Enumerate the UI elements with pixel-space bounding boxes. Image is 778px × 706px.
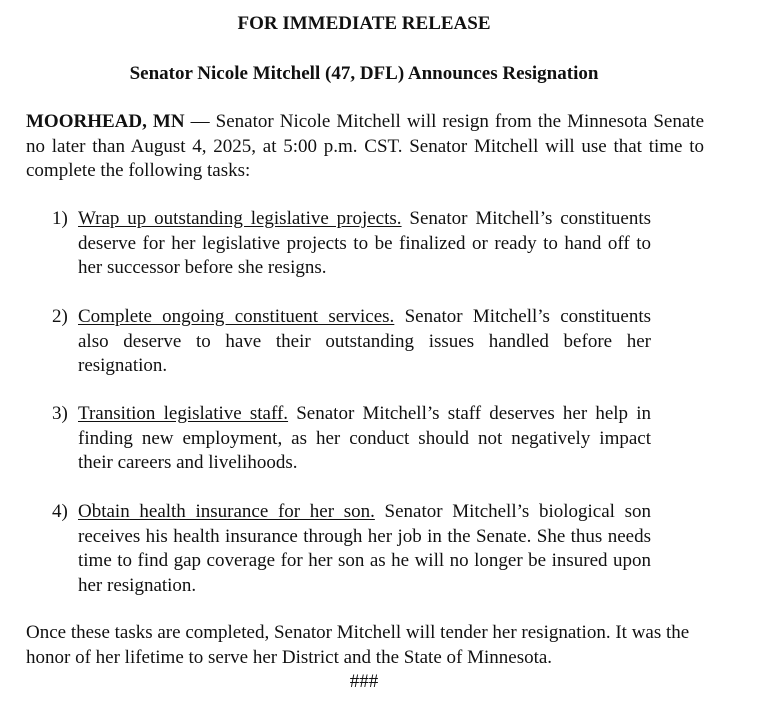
intro-text: — Senator Nicole Mitchell will resign from the Minnesota Senate no later than August 4, 2025, at 5:00 p.m. CST. Senator Mitchell will use that time to complete the following tasks: — [26, 111, 704, 181]
task-body — [78, 402, 651, 476]
task-text: Senator Mitchell’s biological son receives his health insurance through her job in the Senate. She thus needs time to find gap coverage for her son as he will no longer be insured upon her resignation. — [78, 501, 652, 596]
intro-paragraph — [26, 110, 704, 184]
task-text: Senator Mitchell’s constituents also deserve to have their outstanding issues handled before her resignation. — [78, 306, 651, 376]
task-title: Obtain health insurance for her son. — [78, 501, 375, 522]
task-title: Transition legislative staff. — [78, 403, 289, 424]
task-number: 1) — [52, 208, 68, 229]
task-body — [78, 305, 651, 379]
task-number: 2) — [52, 306, 68, 327]
dateline: MOORHEAD, MN — [26, 111, 185, 132]
task-text: Senator Mitchell’s staff deserves her help in finding new employment, as her conduct should not negatively impact their careers and livelihoods. — [78, 403, 652, 473]
release-label: FOR IMMEDIATE RELEASE — [237, 13, 491, 34]
task-number: 3) — [52, 403, 68, 424]
task-body — [78, 500, 651, 598]
task-number: 4) — [52, 501, 68, 522]
task-title: Wrap up outstanding legislative projects. — [78, 208, 402, 229]
closing-paragraph: Once these tasks are completed, Senator Mitchell will tender her resignation. It was the honor of her lifetime to serve her District and the State of Minnesota. — [26, 622, 690, 668]
task-body — [78, 207, 651, 281]
headline: Senator Nicole Mitchell (47, DFL) Announces Resignation — [129, 63, 599, 84]
task-text: Senator Mitchell’s constituents deserve for her legislative projects to be finalized or ready to hand off to her successor before she resigns. — [78, 208, 651, 278]
task-title: Complete ongoing constituent services. — [78, 306, 395, 327]
end-mark: ### — [349, 671, 379, 692]
